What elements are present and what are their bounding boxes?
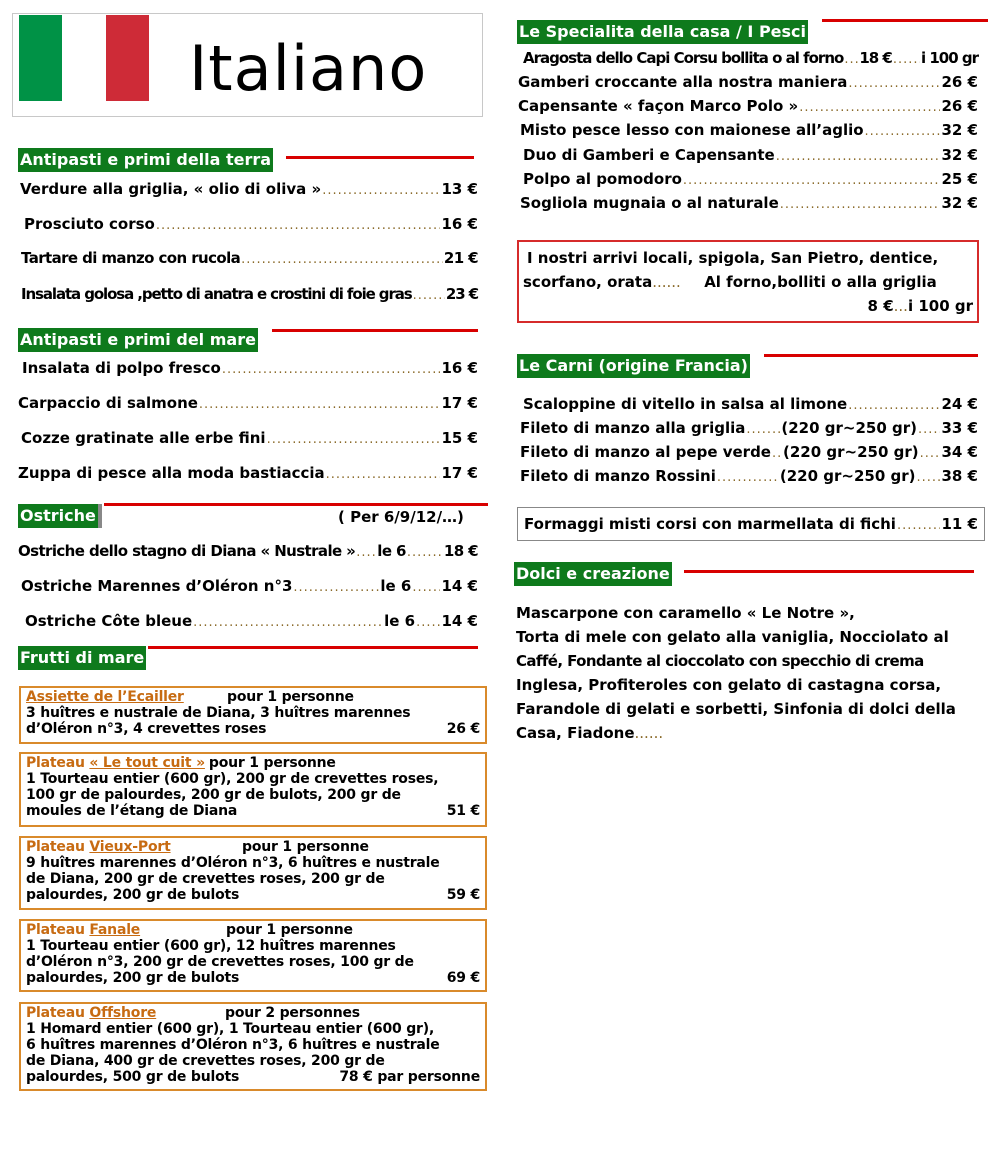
menu-item bbox=[520, 193, 978, 215]
menu-item bbox=[21, 428, 478, 450]
plateau-line: palourdes, 200 gr de bulots bbox=[26, 970, 240, 986]
item-name: Insalata golosa ,petto di anatra e crostini di foie gras bbox=[21, 285, 412, 303]
item-name: Fileto di manzo al pepe verde bbox=[520, 443, 771, 461]
plateau-last-line bbox=[26, 887, 480, 903]
section-divider bbox=[822, 19, 988, 22]
plateau-persons: pour 1 personne bbox=[208, 755, 336, 771]
item-price: 38 € bbox=[941, 467, 978, 485]
item-name: Ostriche Côte bleue bbox=[25, 612, 193, 630]
plateau-last-line bbox=[26, 721, 480, 737]
item-price: 32 € bbox=[941, 194, 978, 212]
leader-dots: ...... bbox=[634, 724, 664, 742]
menu-item bbox=[22, 358, 478, 380]
menu-item bbox=[523, 48, 978, 70]
leader-dots bbox=[267, 430, 441, 450]
item-price: 32 € bbox=[941, 121, 978, 139]
leader-dots bbox=[241, 250, 443, 270]
dolci-line: Caffé, Fondante al cioccolato con specchio di crema bbox=[516, 652, 924, 670]
item-name: Aragosta dello Capi Corsu bollita o al forno bbox=[523, 49, 844, 67]
item-name: Prosciuto corso bbox=[24, 215, 155, 233]
section-antipasti-terra: Antipasti e primi della terra bbox=[18, 148, 273, 172]
plateau-last-line bbox=[26, 1069, 480, 1085]
section-divider bbox=[286, 156, 474, 159]
arrivi-price: 8 € bbox=[867, 297, 894, 315]
section-frutti-di-mare: Frutti di mare bbox=[18, 646, 146, 670]
item-name: Sogliola mugnaia o al naturale bbox=[520, 194, 779, 212]
plateau-line: palourdes, 500 gr de bulots bbox=[26, 1069, 240, 1085]
section-specialita: Le Specialita della casa / I Pesci bbox=[517, 20, 808, 44]
plateau-persons: pour 1 personne bbox=[242, 839, 369, 855]
plateau-name: Offshore bbox=[89, 1005, 157, 1021]
plateau-header bbox=[26, 689, 480, 705]
item-price: 32 € bbox=[941, 146, 978, 164]
plateau-line: 9 huîtres marennes d’Oléron n°3, 6 huîtres e nustrale bbox=[26, 855, 440, 871]
leader-dots: ... bbox=[893, 297, 908, 315]
item-price: 14 € bbox=[441, 612, 478, 630]
leader-dots bbox=[156, 216, 441, 236]
item-name: Carpaccio di salmone bbox=[18, 394, 198, 412]
item-weight: (220 gr~250 gr) bbox=[782, 443, 919, 461]
leader-dots bbox=[407, 543, 443, 563]
item-price: 23 € bbox=[445, 285, 478, 303]
plateau-price: 78 € par personne bbox=[339, 1069, 480, 1085]
plateau-box bbox=[19, 919, 487, 992]
plateau-title bbox=[26, 922, 226, 938]
arrivi-unit: i 100 gr bbox=[907, 297, 973, 315]
menu-item bbox=[518, 96, 978, 118]
item-name: Cozze gratinate alle erbe fini bbox=[21, 429, 266, 447]
leader-dots bbox=[844, 50, 858, 70]
menu-item bbox=[24, 214, 478, 236]
plateau-last-line bbox=[26, 970, 480, 986]
leader-dots bbox=[222, 360, 441, 380]
dolci-line: Inglesa, Profiteroles con gelato di castagna corsa, bbox=[516, 676, 942, 694]
arrivi-line-2 bbox=[523, 270, 973, 294]
menu-item bbox=[524, 508, 978, 542]
plateau-line: d’Oléron n°3, 4 crevettes roses bbox=[26, 721, 267, 737]
flag-red-stripe bbox=[106, 15, 149, 101]
menu-item bbox=[25, 611, 478, 633]
plateau-prefix: Plateau bbox=[26, 839, 90, 855]
menu-item bbox=[18, 541, 478, 563]
dolci-line: Mascarpone con caramello « Le Notre », bbox=[516, 604, 855, 622]
menu-item bbox=[520, 120, 978, 142]
formaggi-box bbox=[517, 507, 985, 541]
item-price: 33 € bbox=[941, 419, 978, 437]
menu-item bbox=[518, 72, 978, 94]
item-price: 26 € bbox=[941, 73, 978, 91]
plateau-title bbox=[26, 1005, 225, 1021]
item-price: 17 € bbox=[441, 394, 478, 412]
section-ostriche: Ostriche bbox=[18, 504, 102, 528]
dolci-list bbox=[516, 601, 986, 745]
plateau-name: « Le tout cuit » bbox=[89, 755, 205, 771]
plateau-title bbox=[26, 839, 242, 855]
plateau-prefix: Plateau bbox=[26, 922, 90, 938]
flag-white-stripe bbox=[62, 15, 105, 101]
plateau-header bbox=[26, 839, 480, 855]
item-name: Fileto di manzo alla griglia bbox=[520, 419, 746, 437]
arrivi-box bbox=[517, 240, 979, 323]
item-price: 34 € bbox=[941, 443, 978, 461]
plateau-name: Vieux-Port bbox=[89, 839, 171, 855]
section-antipasti-mare: Antipasti e primi del mare bbox=[18, 328, 258, 352]
dolci-line: Torta di mele con gelato alla vaniglia, Nocciolato al bbox=[516, 628, 949, 646]
item-name: Zuppa di pesce alla moda bastiaccia bbox=[18, 464, 325, 482]
plateau-persons: pour 1 personne bbox=[227, 689, 354, 705]
plateau-line: 1 Tourteau entier (600 gr), 12 huîtres marennes bbox=[26, 938, 396, 954]
plateau-line: 100 gr de palourdes, 200 gr de bulots, 200 gr de bbox=[26, 787, 401, 803]
item-unit: i 100 gr bbox=[920, 49, 978, 67]
plateau-box bbox=[19, 752, 487, 827]
item-price: 18 € bbox=[859, 49, 892, 67]
dolci-last-line bbox=[516, 721, 986, 745]
leader-dots: ...... bbox=[652, 273, 681, 291]
item-price: 26 € bbox=[941, 97, 978, 115]
leader-dots bbox=[412, 578, 440, 598]
leader-dots bbox=[356, 543, 376, 563]
plateau-price: 59 € bbox=[446, 887, 480, 903]
menu-item bbox=[20, 179, 478, 201]
leader-dots bbox=[199, 395, 441, 415]
item-name: Ostriche dello stagno di Diana « Nustrale » bbox=[18, 542, 356, 560]
menu-item bbox=[21, 284, 478, 306]
italian-flag-icon bbox=[19, 15, 149, 101]
title-box bbox=[12, 13, 483, 117]
leader-dots bbox=[799, 98, 940, 118]
plateau-prefix: Plateau bbox=[26, 1005, 90, 1021]
plateau-title bbox=[26, 755, 205, 771]
item-price: 17 € bbox=[441, 464, 478, 482]
plateau-header bbox=[26, 922, 480, 938]
item-qty: le 6 bbox=[377, 542, 406, 560]
section-divider bbox=[684, 570, 974, 573]
plateau-persons: pour 2 personnes bbox=[225, 1005, 360, 1021]
item-name: Tartare di manzo con rucola bbox=[21, 249, 241, 267]
leader-dots bbox=[326, 465, 441, 485]
section-divider bbox=[764, 354, 978, 357]
item-price: 15 € bbox=[441, 429, 478, 447]
item-name: Formaggi misti corsi con marmellata di fichi bbox=[524, 515, 896, 533]
item-name: Ostriche Marennes d’Oléron n°3 bbox=[21, 577, 293, 595]
leader-dots bbox=[746, 420, 780, 440]
plateau-name: Fanale bbox=[89, 922, 141, 938]
arrivi-cooking: Al forno,bolliti o alla griglia bbox=[704, 273, 937, 291]
item-qty: le 6 bbox=[384, 612, 416, 630]
item-price: 13 € bbox=[441, 180, 478, 198]
item-name: Polpo al pomodoro bbox=[523, 170, 682, 188]
leader-dots bbox=[897, 510, 941, 542]
menu-item bbox=[18, 393, 478, 415]
item-weight: (220 gr~250 gr) bbox=[781, 419, 917, 437]
plateau-line: 3 huîtres e nustrale de Diana, 3 huîtres marennes bbox=[26, 705, 411, 721]
item-price: 11 € bbox=[941, 515, 978, 533]
plateau-line: de Diana, 200 gr de crevettes roses, 200 gr de bbox=[26, 871, 385, 887]
item-price: 14 € bbox=[441, 577, 478, 595]
arrivi-fish: scorfano, orata bbox=[523, 273, 653, 291]
plateau-box bbox=[19, 686, 487, 744]
plateau-price: 51 € bbox=[446, 803, 480, 819]
section-divider bbox=[148, 646, 478, 649]
leader-dots bbox=[917, 468, 941, 488]
leader-dots bbox=[416, 613, 440, 633]
item-name: Capensante « façon Marco Polo » bbox=[518, 97, 799, 115]
item-price: 25 € bbox=[941, 170, 978, 188]
menu-item bbox=[520, 466, 978, 488]
menu-item bbox=[520, 418, 978, 440]
menu-item bbox=[523, 145, 978, 167]
item-name: Misto pesce lesso con maionese all’aglio bbox=[520, 121, 864, 139]
menu-item bbox=[523, 169, 978, 191]
menu-item bbox=[18, 463, 478, 485]
page-title: Italiano bbox=[189, 32, 428, 105]
plateau-line: palourdes, 200 gr de bulots bbox=[26, 887, 240, 903]
menu-item bbox=[520, 442, 978, 464]
item-name: Insalata di polpo fresco bbox=[22, 359, 221, 377]
item-price: 21 € bbox=[443, 249, 478, 267]
menu-item bbox=[21, 248, 478, 270]
item-name: Verdure alla griglia, « olio di oliva » bbox=[20, 180, 322, 198]
menu-item bbox=[21, 576, 478, 598]
leader-dots bbox=[865, 122, 941, 142]
plateau-prefix: Plateau bbox=[26, 755, 90, 771]
leader-dots bbox=[918, 420, 940, 440]
plateau-price: 26 € bbox=[446, 721, 480, 737]
plateau-line: 1 Homard entier (600 gr), 1 Tourteau entier (600 gr), bbox=[26, 1021, 435, 1037]
dolci-line: Casa, Fiadone bbox=[516, 724, 635, 742]
flag-green-stripe bbox=[19, 15, 62, 101]
plateau-line: de Diana, 400 gr de crevettes roses, 200 gr de bbox=[26, 1053, 385, 1069]
item-name: Duo di Gamberi e Capensante bbox=[523, 146, 775, 164]
plateau-box bbox=[19, 1002, 487, 1091]
section-divider bbox=[272, 329, 478, 332]
leader-dots bbox=[780, 195, 941, 215]
item-price: 18 € bbox=[443, 542, 478, 560]
leader-dots bbox=[413, 286, 445, 306]
plateau-title bbox=[26, 689, 227, 705]
leader-dots bbox=[193, 613, 383, 633]
plateau-header bbox=[26, 1005, 480, 1021]
section-carni: Le Carni (origine Francia) bbox=[517, 354, 750, 378]
item-name: Scaloppine di vitello in salsa al limone bbox=[523, 395, 848, 413]
leader-dots bbox=[848, 396, 940, 416]
section-divider bbox=[104, 503, 488, 506]
leader-dots bbox=[772, 444, 782, 464]
leader-dots bbox=[293, 578, 379, 598]
plateau-name: Assiette de l’Ecailler bbox=[26, 689, 184, 705]
item-name: Fileto di manzo Rossini bbox=[520, 467, 716, 485]
item-price: 24 € bbox=[941, 395, 978, 413]
leader-dots bbox=[893, 50, 920, 70]
plateau-price: 69 € bbox=[446, 970, 480, 986]
leader-dots bbox=[717, 468, 779, 488]
plateau-line: d’Oléron n°3, 200 gr de crevettes roses, 100 gr de bbox=[26, 954, 414, 970]
plateau-header bbox=[26, 755, 480, 771]
arrivi-line: I nostri arrivi locali, spigola, San Pietro, dentice, bbox=[527, 249, 939, 267]
leader-dots bbox=[776, 147, 941, 167]
item-price: 16 € bbox=[441, 215, 478, 233]
plateau-last-line bbox=[26, 803, 480, 819]
dolci-line: Farandole di gelati e sorbetti, Sinfonia di dolci della bbox=[516, 700, 956, 718]
plateau-box bbox=[19, 836, 487, 910]
leader-dots bbox=[322, 181, 440, 201]
arrivi-price-line bbox=[523, 294, 973, 318]
plateau-line: 1 Tourteau entier (600 gr), 200 gr de crevettes roses, bbox=[26, 771, 439, 787]
item-name: Gamberi croccante alla nostra maniera bbox=[518, 73, 848, 91]
menu-item bbox=[523, 394, 978, 416]
plateau-line: moules de l’étang de Diana bbox=[26, 803, 238, 819]
leader-dots bbox=[848, 74, 940, 94]
item-qty: le 6 bbox=[380, 577, 412, 595]
ostriche-note bbox=[338, 507, 464, 527]
leader-dots bbox=[920, 444, 941, 464]
item-weight: (220 gr~250 gr) bbox=[779, 467, 916, 485]
plateau-persons: pour 1 personne bbox=[226, 922, 353, 938]
section-dolci: Dolci e creazione bbox=[514, 562, 672, 586]
ostriche-note-text: ( Per 6/9/12/…) bbox=[338, 508, 464, 526]
plateau-line: 6 huîtres marennes d’Oléron n°3, 6 huîtres e nustrale bbox=[26, 1037, 440, 1053]
item-price: 16 € bbox=[441, 359, 478, 377]
leader-dots bbox=[683, 171, 941, 191]
